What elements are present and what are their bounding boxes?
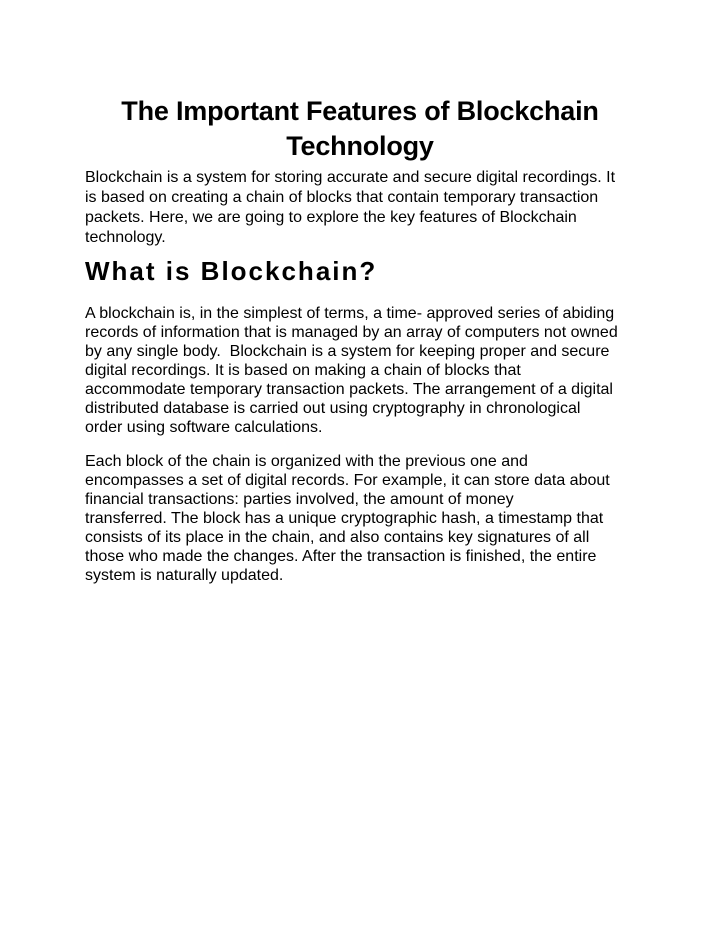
paragraph-line: Each block of the chain is organized with the previous one and [85, 453, 528, 470]
paragraph-line: digital recordings. It is based on making a chain of blocks that [85, 362, 521, 379]
paragraph-line: those who made the changes. After the transaction is finished, the entire [85, 548, 597, 565]
body-paragraph-1 [85, 304, 645, 437]
paragraph-line: distributed database is carried out using cryptography in chronological [85, 400, 581, 417]
intro-line: is based on creating a chain of blocks that contain temporary transaction [85, 189, 599, 206]
intro-line: technology. [85, 229, 166, 246]
title-line: Technology [286, 131, 434, 161]
paragraph-line: encompasses a set of digital records. For example, it can store data about [85, 472, 610, 489]
paragraph-line: records of information that is managed by an array of computers not owned [85, 324, 618, 341]
intro-line: packets. Here, we are going to explore the key features of Blockchain [85, 209, 577, 226]
paragraph-line: A blockchain is, in the simplest of terms, a time- approved series of abiding [85, 305, 615, 322]
paragraph-line: order using software calculations. [85, 419, 323, 436]
document-title [84, 94, 636, 164]
paragraph-line: accommodate temporary transaction packets. The arrangement of a digital [85, 381, 613, 398]
paragraph-line: by any single body. Blockchain is a system for keeping proper and secure [85, 343, 610, 360]
intro-paragraph [85, 168, 645, 248]
paragraph-line: system is naturally updated. [85, 567, 284, 584]
section-heading: What is Blockchain? [85, 256, 378, 286]
title-line: The Important Features of Blockchain [121, 96, 599, 126]
body-paragraph-2 [85, 452, 640, 585]
paragraph-line: transferred. The block has a unique cryptographic hash, a timestamp that [85, 510, 604, 527]
intro-line: Blockchain is a system for storing accurate and secure digital recordings. It [85, 169, 616, 186]
paragraph-line: financial transactions: parties involved, the amount of money [85, 491, 514, 508]
paragraph-line: consists of its place in the chain, and also contains key signatures of all [85, 529, 590, 546]
